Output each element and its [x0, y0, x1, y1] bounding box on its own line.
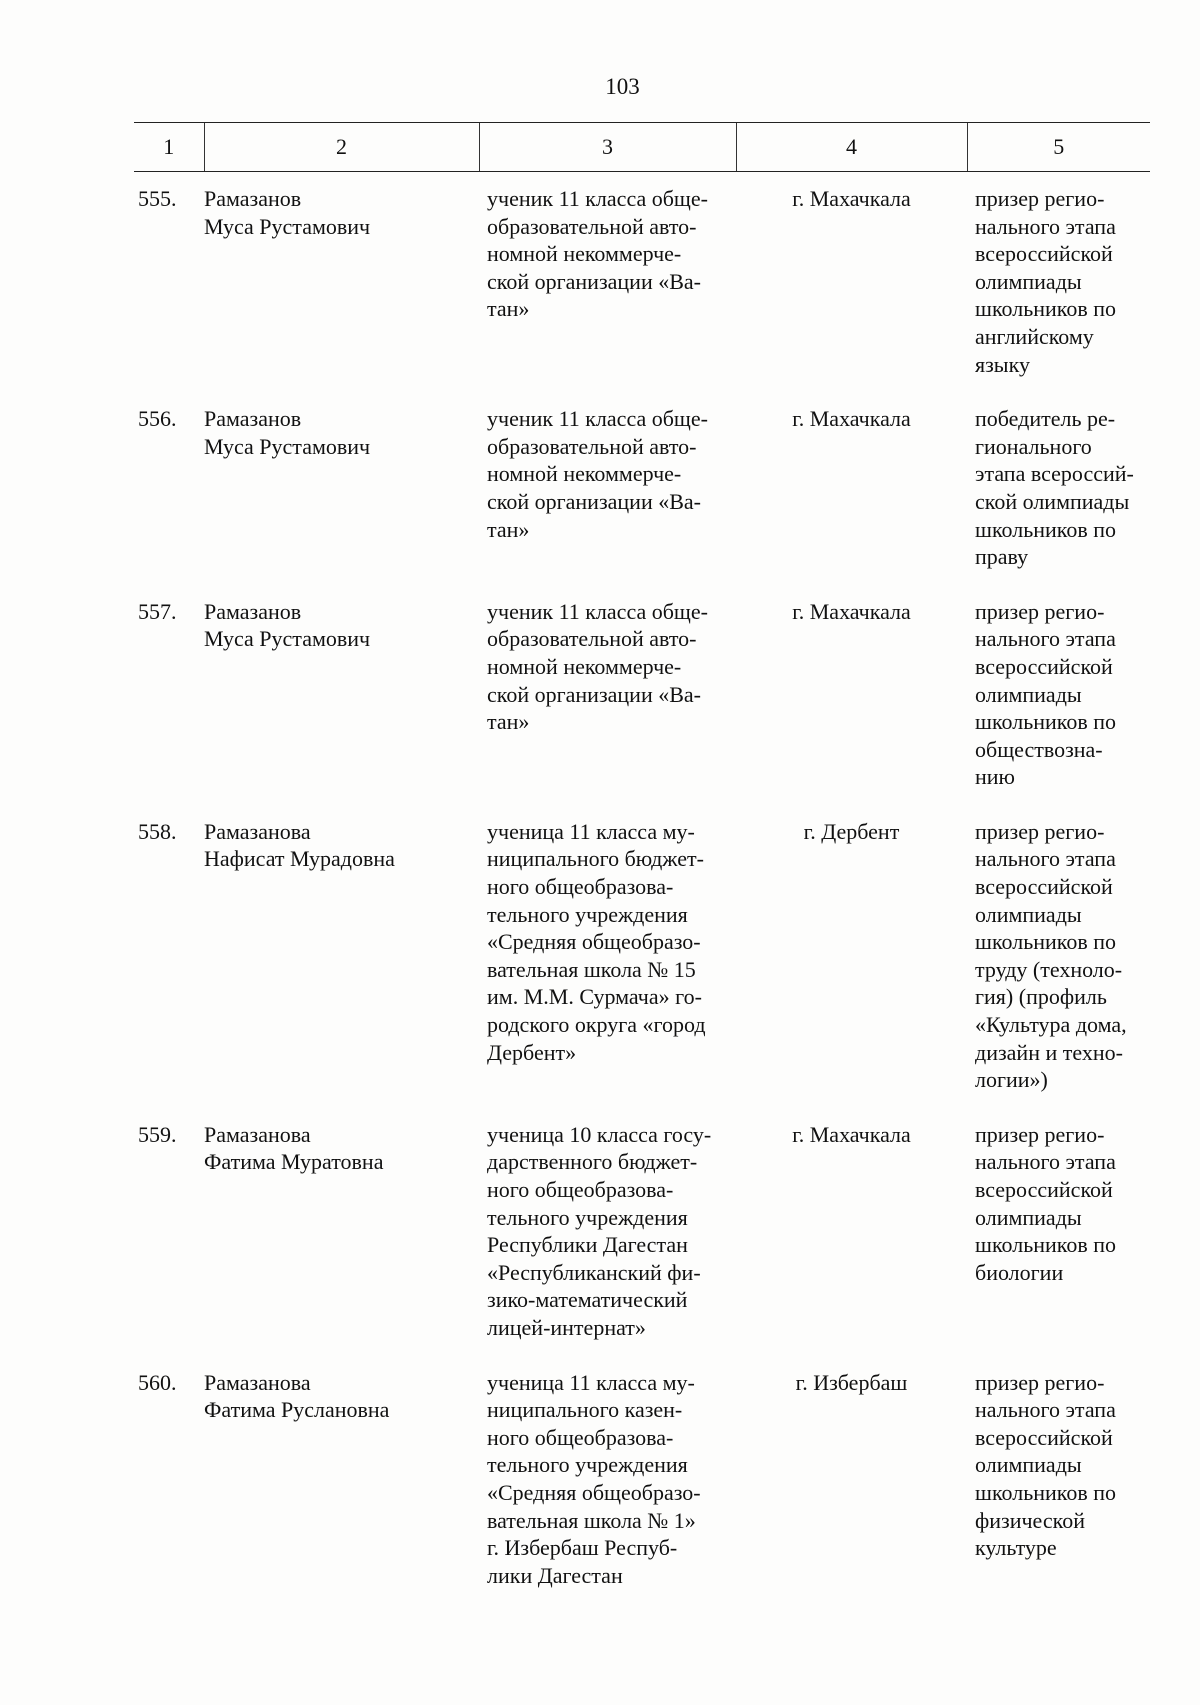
row-number: 560.	[138, 1369, 177, 1395]
award: призер регио- нального этапа всероссийской олимпиады школьников по обществозна- нию	[975, 598, 1117, 790]
city: г. Махачкала	[792, 598, 911, 624]
row-number: 559.	[138, 1121, 177, 1147]
city: г. Дербент	[803, 818, 900, 844]
column-header: 3	[479, 123, 736, 172]
city: г. Махачкала	[792, 1121, 911, 1147]
column-header: 2	[204, 123, 479, 172]
award: призер регио- нального этапа всероссийской олимпиады школьников по английскому языку	[975, 186, 1117, 377]
column-header: 1	[134, 123, 204, 172]
table-row	[134, 172, 1150, 406]
awardees-table	[134, 122, 1150, 1616]
table-row	[134, 598, 1150, 818]
table-header-row	[134, 123, 1150, 172]
organization: ученица 11 класса му- ниципального бюджет- ного общеобразова- тельного учреждения «Средняя общеобразо- вательная школа № 15 им. М.М. Сурмача» го- родского округа «город Дербент»	[487, 818, 706, 1065]
row-number: 555.	[138, 186, 177, 211]
person-name: Рамазанова Нафисат Мурадовна	[204, 818, 395, 872]
organization: ученица 10 класса госу- дарственного бюджет- ного общеобразова- тельного учреждения Республики Дагестан «Республиканский фи- зико-математический лицей-интернат»	[487, 1121, 712, 1340]
column-header: 4	[736, 123, 967, 172]
table-row	[134, 1369, 1150, 1617]
person-name: Рамазанова Фатима Муратовна	[204, 1121, 384, 1175]
row-number: 558.	[138, 818, 177, 844]
city: г. Махачкала	[792, 406, 911, 432]
award: победитель ре- гионального этапа всероссий- ской олимпиады школьников по праву	[975, 406, 1134, 570]
person-name: Рамазанова Фатима Руслановна	[204, 1369, 390, 1423]
organization: ученик 11 класса обще- образовательной авто- номной некоммерче- ской организации «Ва- тан»	[487, 406, 708, 542]
award: призер регио- нального этапа всероссийской олимпиады школьников по труду (техноло- гия) (профиль «Культура дома, дизайн и техно- логии»)	[975, 818, 1127, 1093]
table-row	[134, 818, 1150, 1121]
award: призер регио- нального этапа всероссийской олимпиады школьников по физической культуре	[975, 1369, 1117, 1561]
organization: ученик 11 класса обще- образовательной авто- номной некоммерче- ской организации «Ва- тан»	[487, 186, 708, 322]
page-number: 103	[605, 74, 640, 99]
award: призер регио- нального этапа всероссийской олимпиады школьников по биологии	[975, 1121, 1117, 1285]
person-name: Рамазанов Муса Рустамович	[204, 406, 371, 459]
row-number: 556.	[138, 406, 177, 432]
organization: ученик 11 класса обще- образовательной авто- номной некоммерче- ской организации «Ва- тан»	[487, 598, 708, 735]
row-number: 557.	[138, 598, 177, 624]
city: г. Избербаш	[795, 1369, 908, 1395]
table-row	[134, 405, 1150, 598]
person-name: Рамазанов Муса Рустамович	[204, 598, 371, 652]
column-header: 5	[967, 123, 1150, 172]
organization: ученица 11 класса му- ниципального казен- ного общеобразова- тельного учреждения «Средняя общеобразо- вательная школа № 1» г. Избербаш Респуб- лики Дагестан	[487, 1369, 701, 1588]
table-row	[134, 1121, 1150, 1369]
person-name: Рамазанов Муса Рустамович	[204, 186, 371, 239]
city: г. Махачкала	[792, 186, 911, 211]
